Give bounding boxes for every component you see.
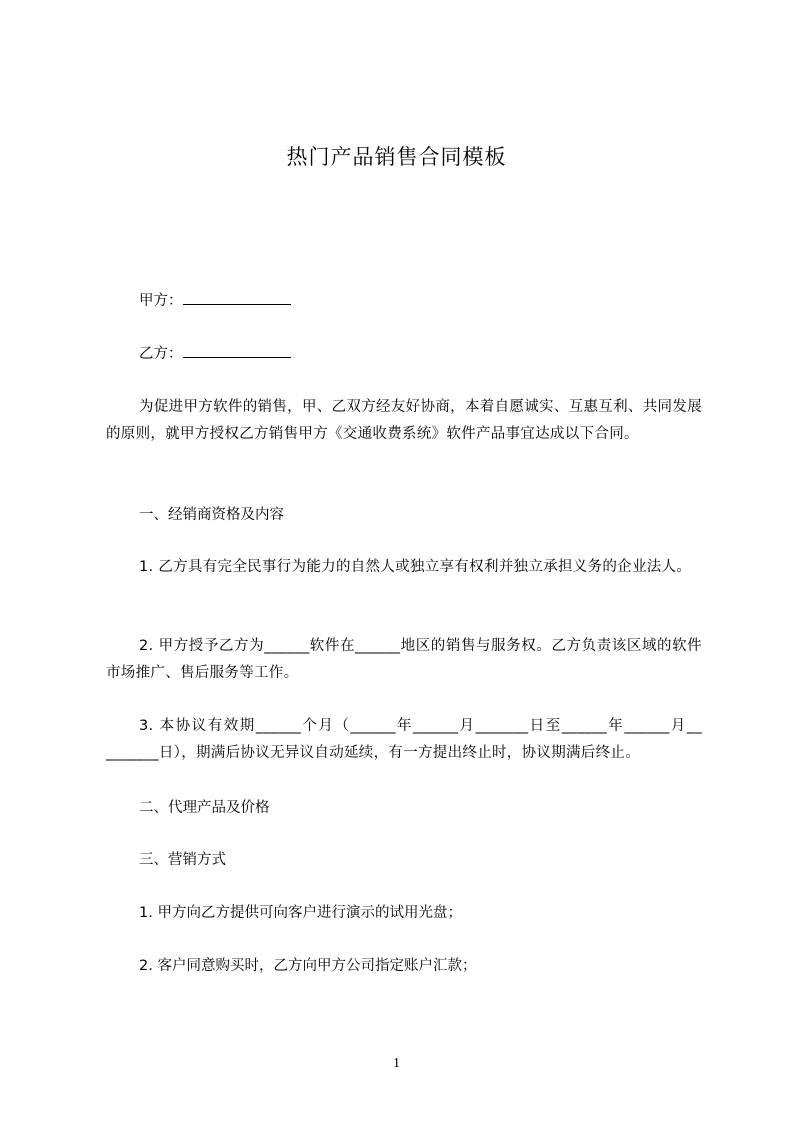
- party-a-line: [139, 290, 291, 311]
- section2-heading: 二、代理产品及价格: [139, 800, 270, 816]
- section1-item1: 1. 乙方具有完全民事行为能力的自然人或独立享有权利并独立承担义务的企业法人。: [139, 559, 692, 575]
- section3-heading: 三、营销方式: [139, 852, 226, 868]
- section1-heading: 一、经销商资格及内容: [139, 507, 284, 523]
- party-b-label: 乙方：: [139, 346, 183, 362]
- section3-item1: 1. 甲方向乙方提供可向客户进行演示的试用光盘；: [139, 905, 462, 921]
- intro-paragraph: 为促进甲方软件的销售，甲、乙双方经友好协商，本着自愿诚实、互惠互利、共同发展的原则，就甲方授权乙方销售甲方《交通收费系统》软件产品事宜达成以下合同。: [106, 399, 702, 442]
- party-b-blank: [183, 343, 291, 358]
- party-a-blank: [183, 290, 291, 305]
- party-a-label: 甲方：: [139, 293, 183, 309]
- party-b-line: [139, 343, 291, 364]
- document-title: 热门产品销售合同模板: [286, 145, 507, 169]
- section1-item3: 3. 本协议有效期______个月（______年______月_______日至______年______月__ _______日），期满后协议无异议自动延续，有一方提出终止时，协议期满后终止。: [106, 718, 702, 761]
- page-number: 1: [393, 1056, 400, 1071]
- section1-item2: 2. 甲方授予乙方为______软件在______地区的销售与服务权。乙方负责该区域的软件市场推广、售后服务等工作。: [106, 638, 702, 681]
- section3-item2: 2. 客户同意购买时，乙方向甲方公司指定账户汇款；: [139, 958, 477, 974]
